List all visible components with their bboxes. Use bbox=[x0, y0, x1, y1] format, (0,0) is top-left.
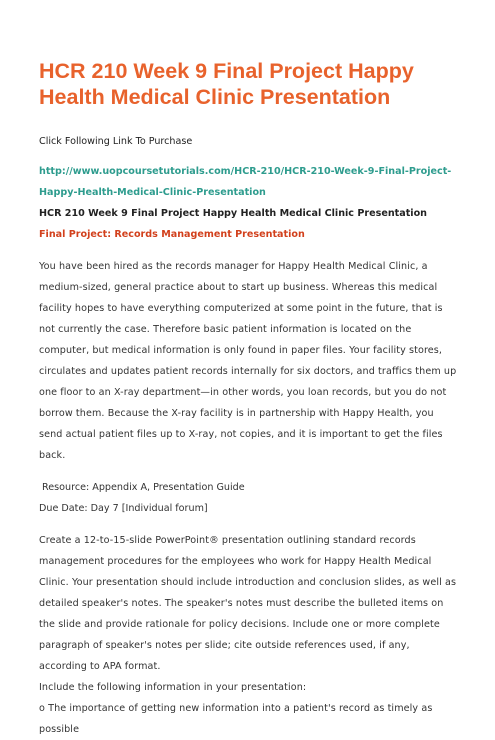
resource-line: Resource: Appendix A, Presentation Guide bbox=[42, 482, 245, 493]
resource-block bbox=[39, 477, 459, 519]
scenario-paragraph: You have been hired as the records manager for Happy Health Medical Clinic, a medium-sized, general practice about to start up business. Whereas this medical facility hopes to have everything computerized at some point in the future, that is not currently the case. Therefore basic patient information is located on the computer, but medical information is only found in paper files. Your facility stores, circulates and updates patient records internally for six doctors, and traffics them up one floor to an X-ray department—in other words, you loan records, but you do not borrow them. Because the X-ray facility is in partnership with Happy Health, you send actual patient files up to X-ray, not copies, and it is important to get the files back. bbox=[39, 261, 457, 461]
assignment-paragraph bbox=[39, 530, 459, 740]
document-title: HCR 210 Week 9 Final Project Happy Health Medical Clinic Presentation bbox=[39, 59, 414, 109]
purchase-link[interactable]: http://www.uopcoursetutorials.com/HCR-210/HCR-210-Week-9-Final-Project-Happy-Health-Medical-Clinic-Presentation bbox=[39, 166, 452, 198]
assignment-text: Create a 12-to-15-slide PowerPoint® presentation outlining standard records management procedures for the employees who work for Happy Health Medical Clinic. Your presentation should include introduction and conclusion slides, as well as detailed speaker's notes. The speaker's notes must describe the bulleted items on the slide and provide rationale for policy decisions. Include one or more complete paragraph of speaker's notes per slide; cite outside references used, if any, according to APA format. bbox=[39, 535, 457, 672]
document-page bbox=[39, 58, 459, 740]
document-subtitle: HCR 210 Week 9 Final Project Happy Health Medical Clinic Presentation bbox=[39, 208, 428, 219]
purchase-instruction: Click Following Link To Purchase bbox=[39, 136, 193, 147]
include-line: Include the following information in your presentation: bbox=[39, 682, 307, 693]
final-project-heading: Final Project: Records Management Presentation bbox=[39, 229, 305, 240]
due-date-line: Due Date: Day 7 [Individual forum] bbox=[39, 503, 208, 514]
bullet-item: o The importance of getting new information into a patient's record as timely as possible bbox=[39, 703, 433, 735]
